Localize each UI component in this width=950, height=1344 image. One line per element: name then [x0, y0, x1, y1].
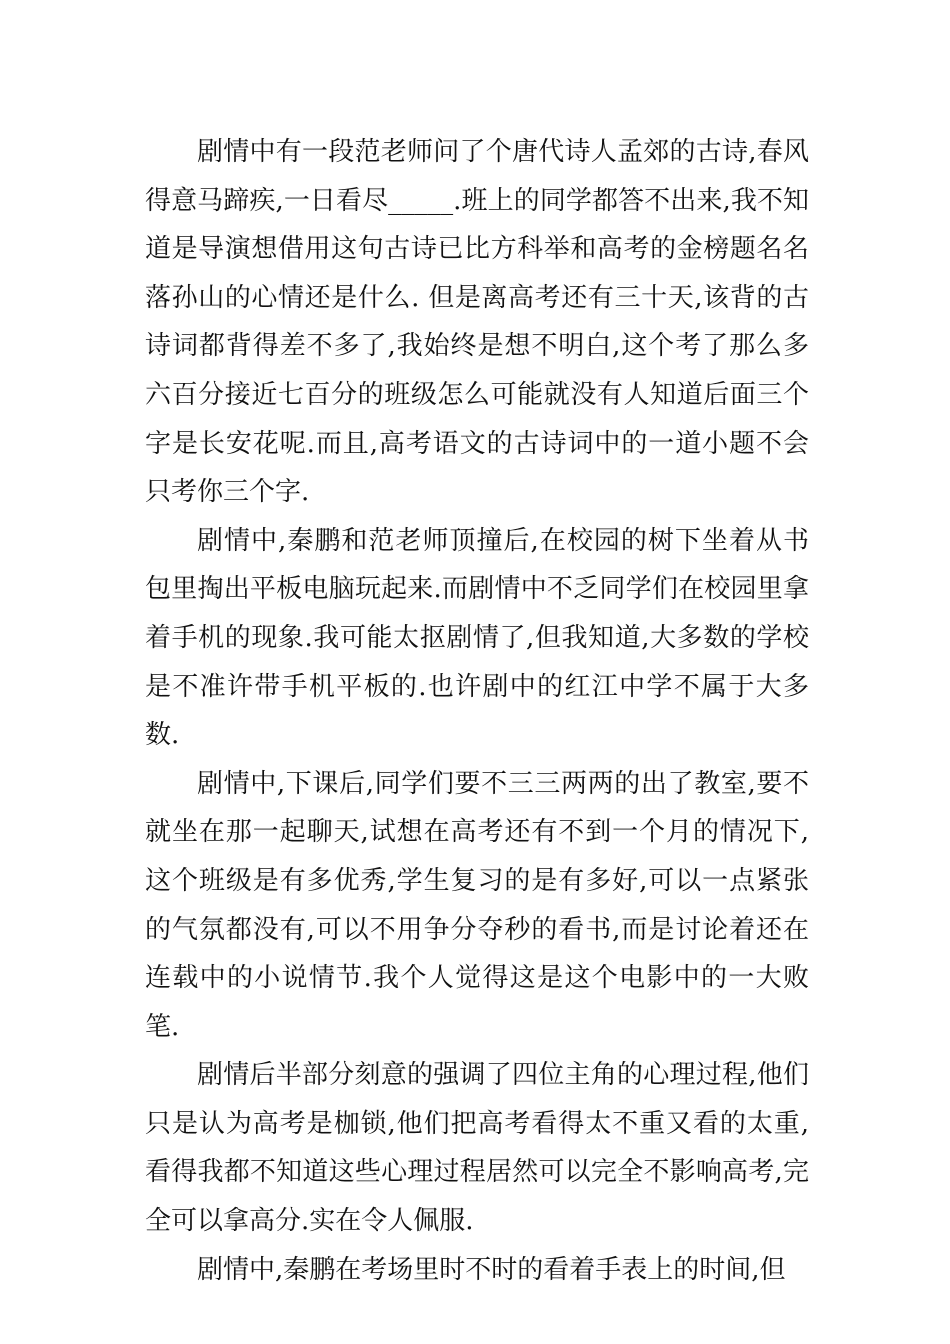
paragraph: 剧情中,秦鹏和范老师顶撞后,在校园的树下坐着从书包里掏出平板电脑玩起来.而剧情中不乏同学们在校园里拿着手机的现象.我可能太抠剧情了,但我知道,大多数的学校是不准许带手机平板的.也许剧中的红江中学不属于大多数. [145, 525, 809, 751]
paragraph: 剧情后半部分刻意的强调了四位主角的心理过程,他们只是认为高考是枷锁,他们把高考看得太不重又看的太重,看得我都不知道这些心理过程居然可以完全不影响高考,完全可以拿高分.实在令人佩服. [145, 1060, 809, 1237]
paragraph: 剧情中有一段范老师问了个唐代诗人孟郊的古诗,春风得意马蹄疾,一日看尽_____.班上的同学都答不出来,我不知道是导演想借用这句古诗已比方科举和高考的金榜题名名落孙山的心情还是什么. 但是离高考还有三十天,该背的古诗词都背得差不多了,我始终是想不明白,这个考了那么多六百分接近七百分的班级怎么可能就没有人知道后面三个字是长安花呢.而且,高考语文的古诗词中的一道小题不会只考你三个字. [145, 137, 809, 508]
document-body [145, 128, 809, 1294]
paragraph: 剧情中,下课后,同学们要不三三两两的出了教室,要不就坐在那一起聊天,试想在高考还有不到一个月的情况下,这个班级是有多优秀,学生复习的是有多好,可以一点紧张的气氛都没有,可以不用争分夺秒的看书,而是讨论着还在连载中的小说情节.我个人觉得这是这个电影中的一大败笔. [145, 768, 809, 1042]
paragraph: 剧情中,秦鹏在考场里时不时的看着手表上的时间,但 [197, 1254, 786, 1285]
